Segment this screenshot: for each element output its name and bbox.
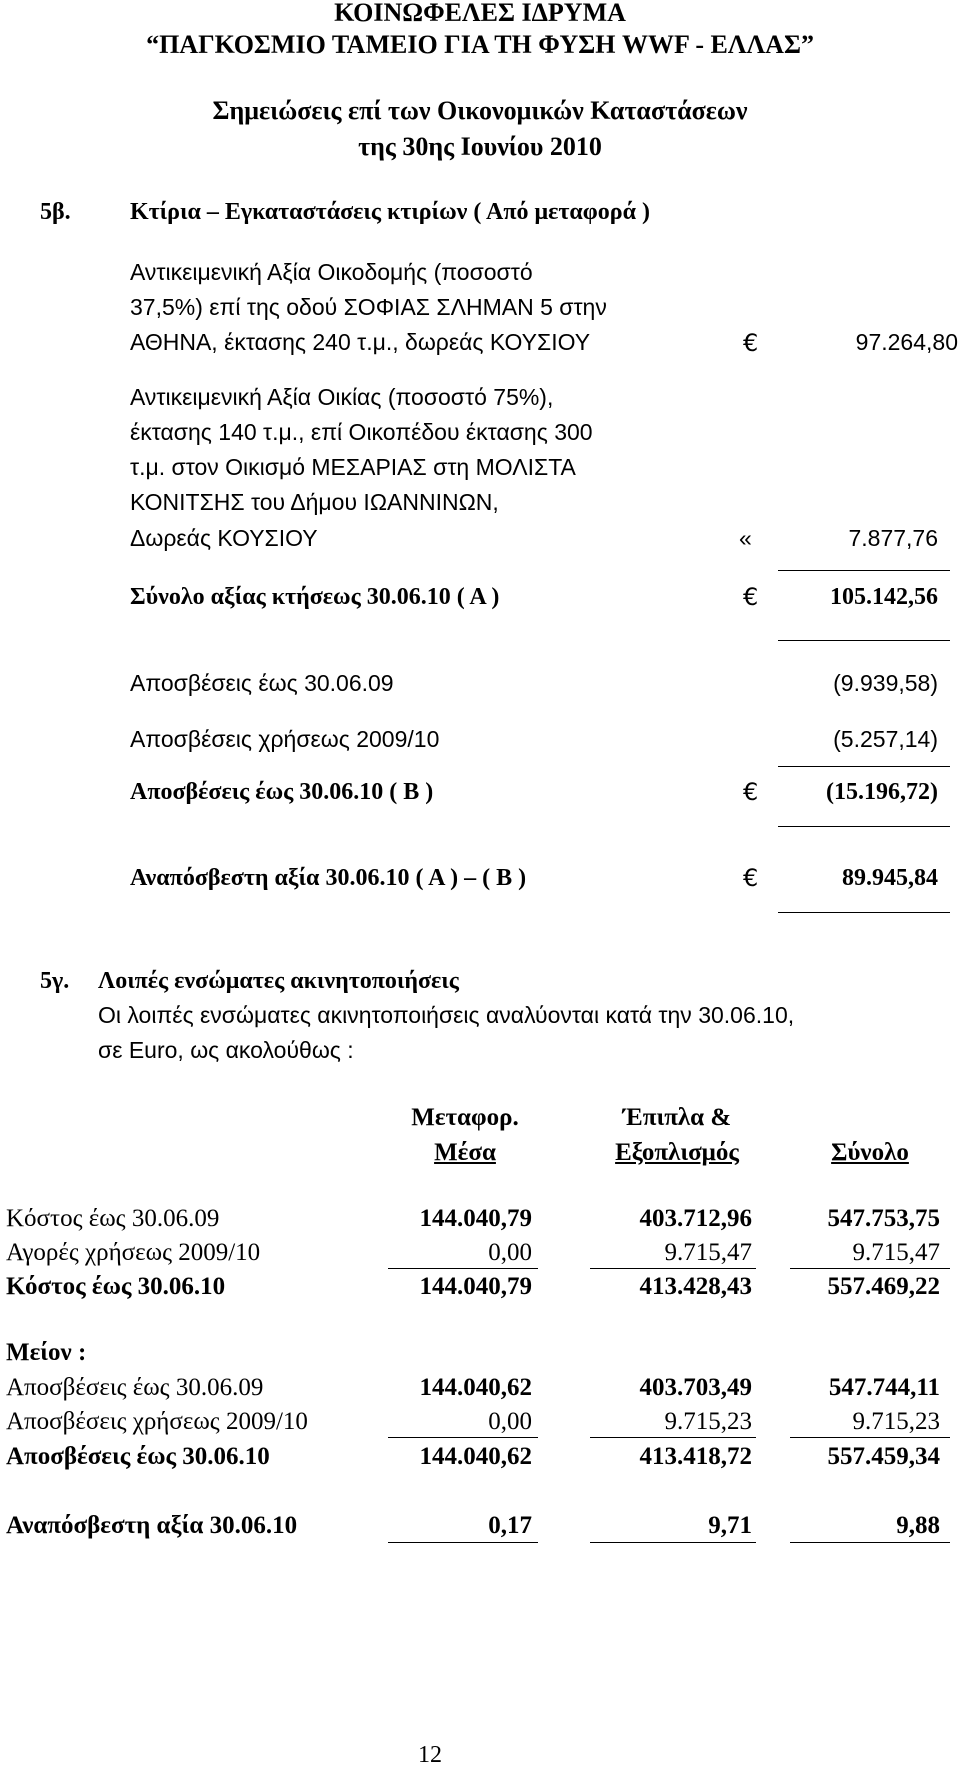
section-5c-desc-line2: σε Euro, ως ακολούθως : (98, 1037, 354, 1063)
table-cell: 144.040,62 (419, 1443, 532, 1470)
row-rule (790, 1437, 950, 1438)
item1-line3: ΑΘΗΝΑ, έκτασης 240 τ.μ., δωρεάς ΚΟΥΣΙΟΥ (130, 329, 591, 355)
dep-total-rule (778, 826, 950, 827)
row-rule (790, 1268, 950, 1269)
table-cell: 9,88 (896, 1512, 940, 1539)
col-furniture-header-line2: Εξοπλισμός (615, 1139, 739, 1166)
row-label: Αγορές χρήσεως 2009/10 (6, 1239, 261, 1266)
table-cell: 403.712,96 (639, 1205, 752, 1232)
row-label: Αποσβέσεις έως 30.06.09 (6, 1374, 264, 1401)
row-rule (388, 1542, 538, 1543)
table-cell: 9.715,23 (852, 1408, 940, 1435)
section-5c-desc-line1: Οι λοιπές ενσώματες ακινητοποιήσεις αναλύονται κατά την 30.06.10, (98, 1002, 795, 1028)
item2-line1: Αντικειμενική Αξία Οικίας (ποσοστό 75%), (130, 384, 554, 410)
table-cell: 547.744,11 (828, 1374, 940, 1401)
table-cell: 144.040,62 (419, 1374, 532, 1401)
row-rule (590, 1437, 756, 1438)
table-cell: 0,00 (488, 1239, 532, 1266)
total-cost-value: 105.142,56 (830, 584, 938, 610)
total-rule (778, 640, 950, 641)
item2-line2: έκτασης 140 τ.μ., επί Οικοπέδου έκτασης 300 (130, 419, 593, 445)
row-rule (388, 1268, 538, 1269)
dep-total-label: Αποσβέσεις έως 30.06.10 ( Β ) (130, 779, 434, 805)
dep-rule (778, 766, 950, 767)
col-furniture-header-line1: Έπιπλα & (622, 1104, 732, 1131)
table-cell: 557.459,34 (827, 1443, 940, 1470)
row-label: Αναπόσβεστη αξία 30.06.10 (6, 1512, 298, 1539)
item1-line2: 37,5%) επί της οδού ΣΟΦΙΑΣ ΣΛΗΜΑΝ 5 στην (130, 294, 607, 320)
dep-prior-label: Αποσβέσεις έως 30.06.09 (130, 670, 394, 696)
total-cost-label: Σύνολο αξίας κτήσεως 30.06.10 ( Α ) (130, 584, 500, 610)
section-5b-number: 5β. (40, 199, 71, 225)
euro-icon: € (743, 778, 759, 806)
col-total-header: Σύνολο (831, 1139, 909, 1166)
row-label: Κόστος έως 30.06.09 (6, 1205, 220, 1232)
table-cell: 413.428,43 (639, 1273, 752, 1300)
item2-line4: ΚΟΝΙΤΣΗΣ του Δήμου ΙΩΑΝΝΙΝΩΝ, (130, 489, 499, 515)
section-5b-title: Κτίρια – Εγκαταστάσεις κτιρίων ( Από μεταφορά ) (130, 199, 651, 225)
item1-line1: Αντικειμενική Αξία Οικοδομής (ποσοστό (130, 259, 533, 285)
table-cell: 547.753,75 (827, 1205, 940, 1232)
table-cell: 144.040,79 (419, 1273, 532, 1300)
table-cell: 144.040,79 (419, 1205, 532, 1232)
table-cell: 0,17 (488, 1512, 532, 1539)
row-label: Αποσβέσεις χρήσεως 2009/10 (6, 1408, 308, 1435)
item1-value: 97.264,80 (855, 329, 958, 355)
row-label: Αποσβέσεις έως 30.06.10 (6, 1443, 270, 1470)
dep-year-value: (5.257,14) (833, 726, 938, 752)
row-label: Κόστος έως 30.06.10 (6, 1273, 226, 1300)
nbv-rule (778, 912, 950, 913)
nbv-value: 89.945,84 (842, 865, 938, 891)
section-5c-title: Λοιπές ενσώματες ακινητοποιήσεις (98, 968, 459, 994)
page-number: 12 (418, 1742, 442, 1768)
nbv-label: Αναπόσβεστη αξία 30.06.10 ( Α ) – ( Β ) (130, 865, 527, 891)
item2-line3: τ.μ. στον Οικισμό ΜΕΣΑΡΙΑΣ στη ΜΟΛΙΣΤΑ (130, 454, 576, 480)
org-name: ΚΟΙΝΩΦΕΛΕΣ ΙΔΡΥΜΑ (334, 0, 626, 27)
row-rule (590, 1542, 756, 1543)
org-subtitle: “ΠΑΓΚΟΣΜΙΟ ΤΑΜΕΙΟ ΓΙΑ ΤΗ ΦΥΣΗ WWF - ΕΛΛΑΣ” (146, 30, 814, 59)
item2-line5: Δωρεάς ΚΟΥΣΙΟΥ (130, 525, 318, 551)
dep-year-label: Αποσβέσεις χρήσεως 2009/10 (130, 726, 440, 752)
ditto-mark: « (739, 525, 752, 551)
table-cell: 9.715,47 (852, 1239, 940, 1266)
euro-icon: € (743, 864, 759, 892)
row-rule (790, 1542, 950, 1543)
table-cell: 0,00 (488, 1408, 532, 1435)
col-vehicles-header-line2: Μέσα (434, 1139, 496, 1166)
dep-total-value: (15.196,72) (826, 779, 938, 805)
item2-value: 7.877,76 (848, 525, 938, 551)
doc-date: της 30ης Ιουνίου 2010 (358, 132, 602, 161)
subtotal-rule (778, 570, 950, 571)
doc-title: Σημειώσεις επί των Οικονομικών Καταστάσεων (212, 96, 748, 125)
euro-icon: € (743, 329, 759, 357)
euro-icon: € (743, 583, 759, 611)
row-rule (590, 1268, 756, 1269)
dep-prior-value: (9.939,58) (833, 670, 938, 696)
table-cell: 557.469,22 (827, 1273, 940, 1300)
col-vehicles-header-line1: Μεταφορ. (411, 1104, 519, 1131)
table-cell: 9.715,23 (664, 1408, 752, 1435)
section-5c-number: 5γ. (40, 968, 70, 994)
row-rule (388, 1437, 538, 1438)
table-cell: 9,71 (708, 1512, 752, 1539)
row-label: Μείον : (6, 1339, 87, 1366)
table-cell: 413.418,72 (639, 1443, 752, 1470)
table-cell: 403.703,49 (639, 1374, 752, 1401)
table-cell: 9.715,47 (664, 1239, 752, 1266)
